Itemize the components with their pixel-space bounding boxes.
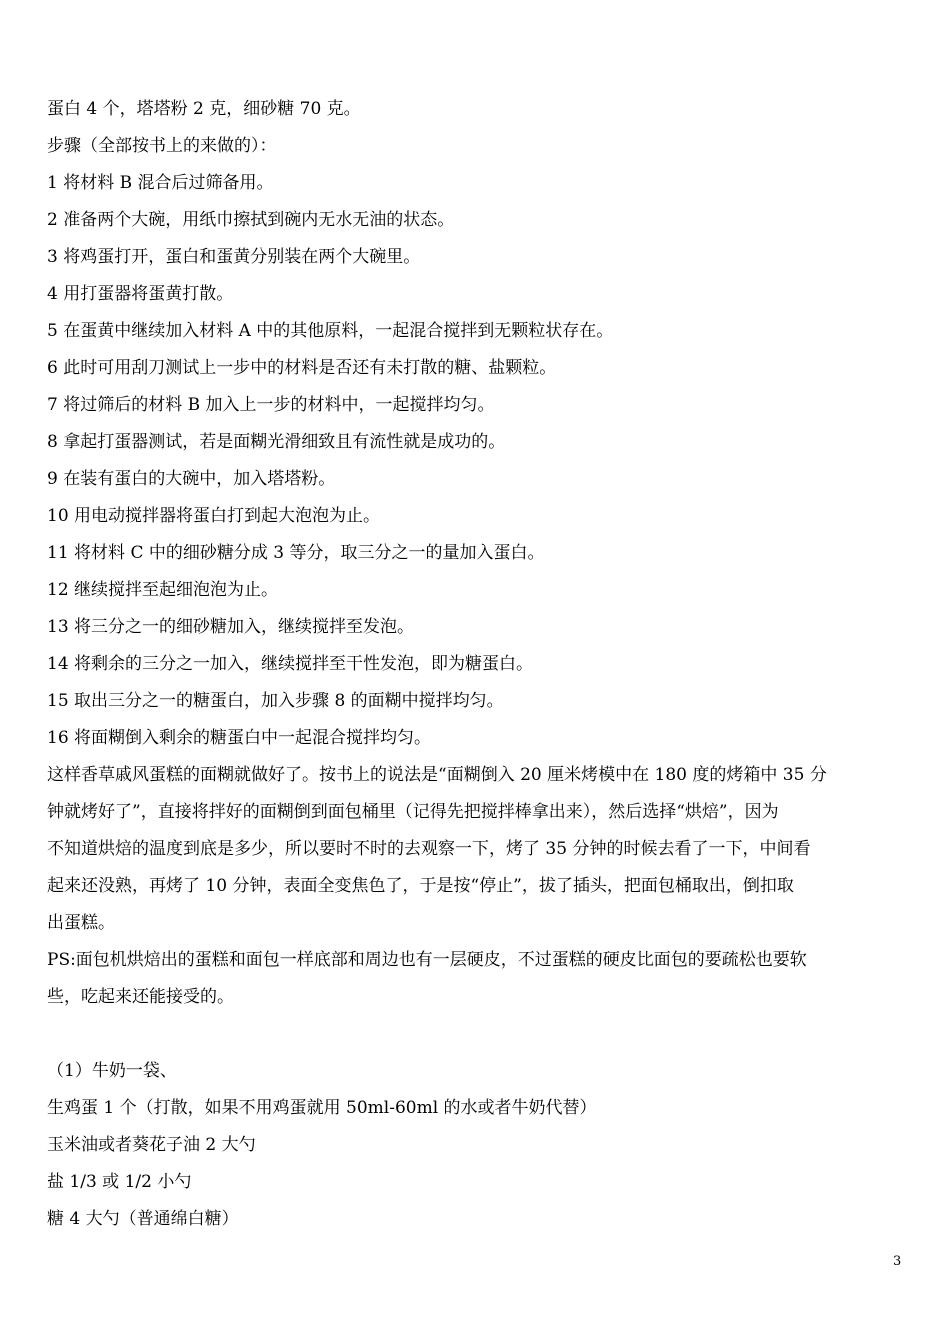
- ingredient-line: 玉米油或者葵花子油 2 大勺: [47, 1135, 256, 1155]
- paragraph-line: 不知道烘焙的温度到底是多少，所以要时不时的去观察一下，烤了 35 分钟的时候去看了一下，中间看: [47, 839, 811, 859]
- step-line: 15 取出三分之一的糖蛋白，加入步骤 8 的面糊中搅拌均匀。: [47, 691, 504, 711]
- step-line: 1 将材料 B 混合后过筛备用。: [47, 173, 274, 193]
- blank-line: [47, 1016, 913, 1053]
- ingredient-line: 生鸡蛋 1 个（打散，如果不用鸡蛋就用 50ml-60ml 的水或者牛奶代替）: [47, 1098, 597, 1118]
- step-line: 2 准备两个大碗，用纸巾擦拭到碗内无水无油的状态。: [47, 210, 455, 230]
- document-body: [47, 91, 913, 1238]
- ingredient-line: 盐 1/3 或 1/2 小勺: [47, 1172, 192, 1192]
- step-line: 13 将三分之一的细砂糖加入，继续搅拌至发泡。: [47, 617, 415, 637]
- ps-line: PS:面包机烘焙出的蛋糕和面包一样底部和周边也有一层硬皮，不过蛋糕的硬皮比面包的要疏松也要软: [47, 950, 807, 970]
- ps-line: 些，吃起来还能接受的。: [47, 987, 234, 1007]
- ingredient-line: （1）牛奶一袋、: [47, 1061, 177, 1081]
- step-line: 16 将面糊倒入剩余的糖蛋白中一起混合搅拌均匀。: [47, 728, 432, 748]
- step-line: 8 拿起打蛋器测试，若是面糊光滑细致且有流性就是成功的。: [47, 432, 506, 452]
- step-line: 7 将过筛后的材料 B 加入上一步的材料中，一起搅拌均匀。: [47, 395, 495, 415]
- step-line: 6 此时可用刮刀测试上一步中的材料是否还有未打散的糖、盐颗粒。: [47, 358, 557, 378]
- ingredient-line: 糖 4 大勺（普通绵白糖）: [47, 1209, 239, 1229]
- ingredient-line: 蛋白 4 个，塔塔粉 2 克，细砂糖 70 克。: [47, 99, 361, 119]
- step-line: 10 用电动搅拌器将蛋白打到起大泡泡为止。: [47, 506, 381, 526]
- step-line: 3 将鸡蛋打开，蛋白和蛋黄分别装在两个大碗里。: [47, 247, 421, 267]
- paragraph-line: 起来还没熟，再烤了 10 分钟，表面全变焦色了，于是按“停止”，拔了插头，把面包桶取出，倒扣取: [47, 876, 794, 896]
- paragraph-line: 这样香草戚风蛋糕的面糊就做好了。按书上的说法是“面糊倒入 20 厘米烤模中在 180 度的烤箱中 35 分: [47, 765, 827, 785]
- step-line: 12 继续搅拌至起细泡泡为止。: [47, 580, 279, 600]
- steps-heading: 步骤（全部按书上的来做的）：: [47, 136, 277, 156]
- step-line: 9 在装有蛋白的大碗中，加入塔塔粉。: [47, 469, 336, 489]
- step-line: 5 在蛋黄中继续加入材料 A 中的其他原料，一起混合搅拌到无颗粒状存在。: [47, 321, 614, 341]
- page-number: 3: [893, 1254, 902, 1269]
- step-line: 4 用打蛋器将蛋黄打散。: [47, 284, 234, 304]
- paragraph-line: 出蛋糕。: [47, 913, 115, 933]
- paragraph-line: 钟就烤好了”，直接将拌好的面糊倒到面包桶里（记得先把搅拌棒拿出来），然后选择“烘焙”，因为: [47, 802, 779, 822]
- step-line: 14 将剩余的三分之一加入，继续搅拌至干性发泡，即为糖蛋白。: [47, 654, 534, 674]
- step-line: 11 将材料 C 中的细砂糖分成 3 等分，取三分之一的量加入蛋白。: [47, 543, 545, 563]
